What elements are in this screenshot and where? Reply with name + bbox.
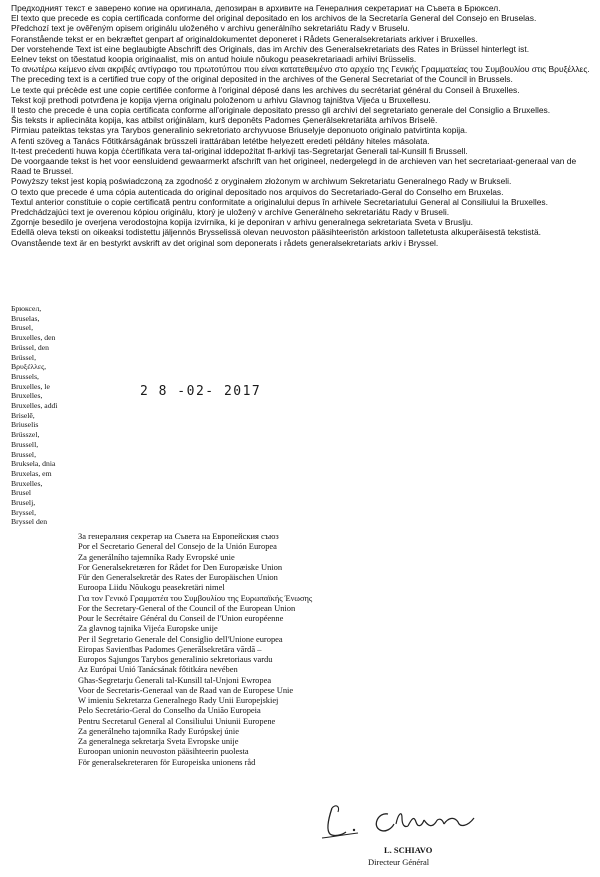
on-behalf-of-line: Eiropas Savienības Padomes Ģenerālsekretāra vārdā – [78, 643, 262, 654]
certification-line: Der vorstehende Text ist eine beglaubigte Abschrift des Originals, das im Archiv des Generalsekretariats des Rates in Brüssel hinterlegt ist. [11, 43, 530, 54]
certification-line: Tekst koji prethodi potvrđena je kopija vjerna originalu položenom u arhivu Glavnog tajništva Vijeća u Bruxellesu. [11, 94, 431, 105]
city-date-column [11, 304, 101, 527]
on-behalf-of-line: For Generalsekretæren for Rådet for Den Europæiske Union [78, 561, 283, 572]
certification-line: Το ανωτέρω κείμενο είναι ακριβές αντίγραφο του πρωτοτύπου που είναι κατατεθειμένο στο αρχείο της Γενικής Γραμματείας του Συμβουλίου στις Βρυξέλλες. [11, 64, 590, 75]
on-behalf-of-line: Za glavnog tajnika Vijeća Europske unije [78, 623, 218, 634]
city-line: Brussell, [11, 439, 39, 449]
city-line: Bryssel den [11, 517, 48, 527]
city-line: Brussels, [11, 371, 39, 381]
on-behalf-of-line: Por el Secretario General del Consejo de la Unión Europea [78, 541, 277, 552]
city-line: Brüssel, den [11, 342, 50, 352]
certification-line: Zgornje besedilo je overjena verodostojna kopija izvirnika, ki je deponiran v arhivu generalnega sekretariata Sveta v Bruslju. [11, 217, 473, 228]
on-behalf-of-line: Għas-Segretarju Ġenerali tal-Kunsill tal-Unjoni Ewropea [78, 674, 272, 685]
on-behalf-of-line: Für den Generalsekretär des Rates der Europäischen Union [78, 572, 278, 582]
on-behalf-of-line: Pelo Secretário-Geral do Conselho da União Europeia [78, 705, 261, 716]
certification-line: De voorgaande tekst is het voor eensluidend gewaarmerkt afschrift van het origineel, nedergelegd in de archieven van het secretariaat-generaal van de Raad te Brussel. [11, 156, 577, 177]
city-line: Bruxelles, le [11, 381, 50, 391]
city-line: Bruksela, dnia [11, 459, 56, 469]
certification-line: Powyższy tekst jest kopią poświadczoną za zgodność z oryginałem złożonym w archiwum Sekretariatu Generalnego Rady w Brukseli. [11, 176, 512, 187]
on-behalf-of-block [78, 531, 578, 767]
city-line: Bruxelles, den [11, 333, 56, 343]
on-behalf-of-line: Europos Sąjungos Tarybos generalinio sekretoriaus vardu [78, 654, 273, 664]
city-line: Bryssel, [11, 507, 36, 517]
certification-line: O texto que precede é uma cópia autenticada do original depositado nos arquivos do Secretariado-Geral do Conselho em Bruxelas. [11, 186, 504, 197]
on-behalf-of-line: Pour le Secrétaire Général du Conseil de l'Union européenne [78, 613, 284, 623]
certification-line: Predchádzajúci text je overenou kópiou originálu, ktorý je uložený v archíve Generálneho sekretariátu Rady v Bruseli. [11, 207, 450, 218]
on-behalf-of-line: Voor de Secretaris-Generaal van de Raad van de Europese Unie [78, 684, 294, 695]
certification-line: Le texte qui précède est une copie certifiée conforme à l'original déposé dans les archives du secrétariat général du Conseil à Bruxelles. [11, 84, 520, 95]
city-line: Brusel [11, 488, 32, 498]
city-line: Brusel, [11, 323, 33, 333]
on-behalf-of-line: Za generálneho tajomníka Rady Európskej únie [78, 725, 239, 736]
handwritten-signature [318, 800, 498, 844]
certification-line: Šis teksts ir apliecināta kopija, kas atbilst oriģinālam, kurš deponēts Padomes Ģenerālsekretariāta arhīvos Briselē. [11, 115, 438, 126]
on-behalf-of-line: För generalsekreteraren för Europeiska unionens råd [78, 756, 256, 767]
certification-line: Ovanstående text är en bestyrkt avskrift av det original som deponerats i rådets generalsekretariats arkiv i Bryssel. [11, 237, 439, 248]
city-line: Brüssel, [11, 352, 36, 362]
on-behalf-of-line: W imieniu Sekretarza Generalnego Rady Unii Europejskiej [78, 695, 279, 705]
on-behalf-of-line: Euroopa Liidu Nõukogu peasekretäri nimel [78, 582, 225, 593]
city-line: Bruxelles, [11, 478, 43, 488]
certification-line: The preceding text is a certified true copy of the original deposited in the archives of the General Secretariat of the Council in Brussels. [11, 74, 513, 85]
certification-line: Předchozí text je ověřeným opisem originálu uloženého v archivu generálního sekretariátu Rady v Bruselu. [11, 23, 410, 34]
certification-line: Eelnev tekst on tõestatud koopia originaalist, mis on antud hoiule nõukogu peasekretariaadi arhiivi Brüsselis. [11, 54, 417, 65]
certification-block [11, 3, 593, 248]
on-behalf-of-line: Za generalnega sekretarja Sveta Evropske unije [78, 736, 239, 746]
certification-line: Edellä oleva teksti on oikeaksi todistettu jäljennös Brysselissä olevan neuvoston pääsihteeristön arkistoon talletetusta alkuperäisestä tekstistä. [11, 227, 541, 238]
on-behalf-of-line: За генералния секретар на Съвета на Европейския съюз [78, 531, 279, 541]
on-behalf-of-line: For the Secretary-General of the Council of the European Union [78, 602, 296, 613]
city-line: Briuselis [11, 420, 39, 430]
certification-line: A fenti szöveg a Tanács Főtitkárságának brüsszeli irattárában letétbe helyezett eredeti példány hiteles másolata. [11, 135, 430, 146]
city-line: Βρυξέλλες, [11, 362, 47, 372]
city-line: Bruselj, [11, 498, 36, 508]
city-line: Bruxelas, em [11, 468, 52, 478]
on-behalf-of-line: Az Európai Unió Tanácsának főtitkára nevében [78, 664, 238, 675]
city-line: Брюксел, [11, 304, 42, 313]
city-line: Bruxelles, [11, 391, 43, 401]
certification-line: It-test preċedenti huwa kopja ċċertifikata vera tal-original iddepożitat fl-arkivji tas-Segretarjat Ġenerali tal-Kunsill fi Brussell. [11, 145, 468, 156]
city-line: Bruselas, [11, 313, 40, 323]
on-behalf-of-line: Pentru Secretarul General al Consiliului Uniunii Europene [78, 715, 276, 726]
on-behalf-of-line: Για τον Γενικό Γραμματέα του Συμβουλίου της Ευρωπαϊκής Ένωσης [78, 592, 313, 603]
certification-line: Textul anterior constituie o copie certificată pentru conformitate a originalului depus în arhivele Secretariatului General al Consiliului la Bruxelles. [11, 196, 548, 207]
certification-line: Il testo che precede è una copia certificata conforme all'originale depositato presso gli archivi del segretariato generale del Consiglio a Bruxelles. [11, 105, 551, 116]
certification-line: Предходният текст е заверено копие на оригинала, депозиран в архивите на Генералния секретариат на Съвета в Брюксел. [11, 3, 501, 13]
city-line: Bruxelles, addì [11, 401, 58, 411]
on-behalf-of-line: Per il Segretario Generale del Consiglio dell'Unione europea [78, 633, 283, 644]
certification-line: El texto que precede es copia certificada conforme del original depositado en los archivos de la Secretaría General del Consejo en Bruselas. [11, 13, 537, 24]
signer-name: L. SCHIAVO [384, 845, 433, 855]
city-line: Brussel, [11, 449, 36, 459]
certification-line: Foranstående tekst er en bekræftet genpart af originaldokumentet deponeret i Rådets Generalsekretariats arkiver i Bruxelles. [11, 33, 478, 44]
signer-title: Directeur Général [368, 857, 430, 867]
certification-line: Pirmiau pateiktas tekstas yra Tarybos generalinio sekretoriato archyvuose Briuselyje deponuoto originalo patvirtinta kopija. [11, 125, 468, 136]
date-stamp: 2 8 -02- 2017 [140, 384, 262, 399]
city-line: Briselē, [11, 410, 35, 420]
on-behalf-of-line: Euroopan unionin neuvoston pääsihteerin puolesta [78, 746, 249, 757]
on-behalf-of-line: Za generálního tajemníka Rady Evropské unie [78, 551, 235, 562]
city-line: Brüsszel, [11, 430, 40, 440]
